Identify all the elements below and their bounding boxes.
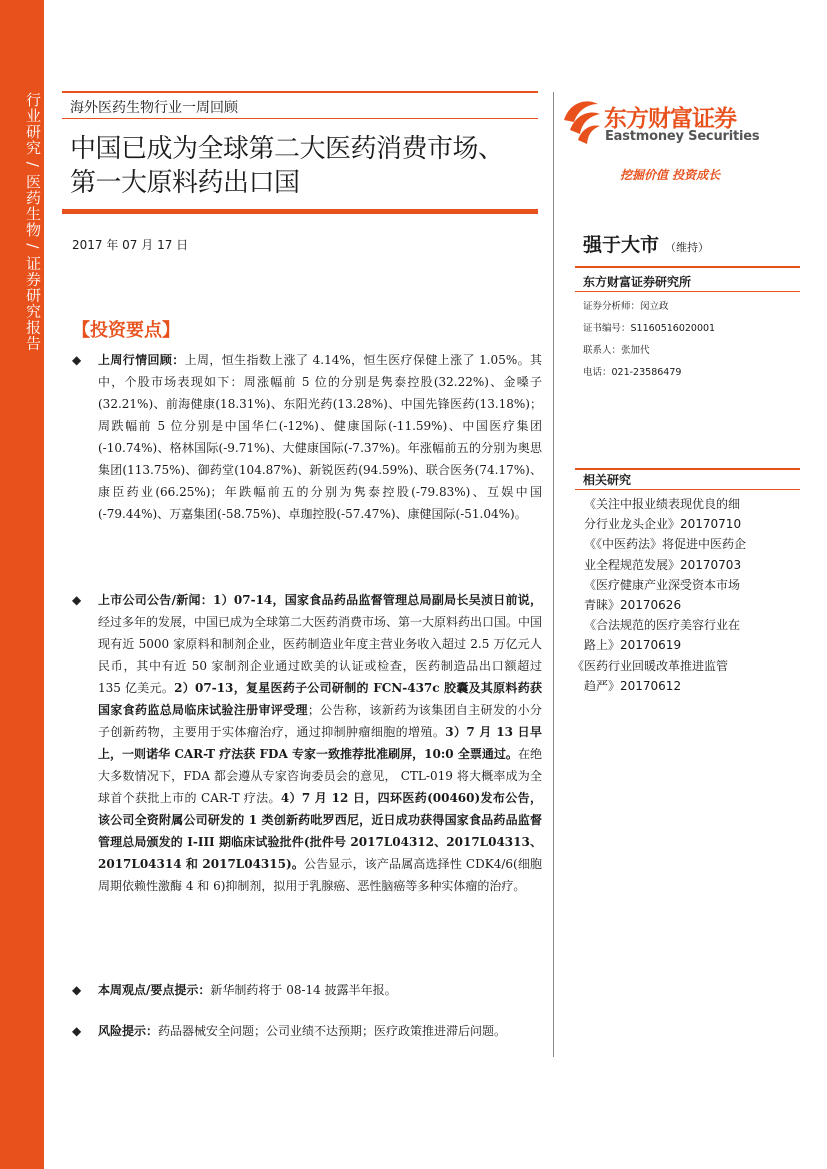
related-item[interactable]: 《关注中报业绩表现优良的细: [584, 497, 741, 511]
news-1-headline: 1）07-14，国家食品药品监督管理总局副局长吴浈日前说，: [213, 593, 542, 607]
news-4-text: 公告显示，该产品属高选择性 CDK4/6(细胞周期依赖性激酶 4 和 6)抑制剂，拟用于乳腺癌、恶性脑癌等多种实体瘤的治疗。: [98, 857, 542, 893]
bullet-icon: ◆: [72, 1024, 82, 1038]
related-item[interactable]: 趋严》20170612: [584, 678, 682, 693]
title-line-1: 中国已成为全球第二大医药消费市场、: [70, 134, 504, 164]
contact-person: 联系人：张加代: [583, 345, 650, 356]
bullet-company-news: [72, 589, 542, 897]
brand-name-en: Eastmoney Securities: [605, 129, 760, 144]
sidebar-category: 行业研究 / 医药生物 / 证券研究报告: [24, 92, 42, 352]
bullet-label: 上周行情回顾：: [98, 353, 185, 367]
related-item[interactable]: 《合法规范的医疗美容行业在: [584, 618, 741, 633]
rating: [583, 230, 709, 257]
bullet-label: 本周观点/要点提示：: [98, 983, 211, 997]
rating-rule: [575, 266, 800, 268]
page-title: [70, 132, 540, 200]
header-rule-top: [62, 91, 538, 93]
bullet-text: 上周，恒生指数上涨了 4.14%，恒生医疗保健上涨了 1.05%。其中，个股市场表现如下：周涨幅前 5 位的分别是隽泰控股(32.22%)、金嗓子(32.21%)、前海健康(18.31%)、东阳光药(13.28%)、中国先锋医药(13.18%)；周跌幅前 5 位分别是中国华仁(-12%)、健康国际(-11.59%)、中国医疗集团(-10.74%)、格林国际(-9.71%)、大健康国际(-7.37%)。年涨幅前五的分别为奥思集团(113.75%)、御药堂(104.87%)、新锐医药(94.59%)、联合医务(74.17%)、康臣药业(66.25%)；年跌幅前五的分别为隽泰控股(-79.83%)、互娱中国(-79.44%)、万嘉集团(-58.75%)、卓珈控股(-57.47%)、康健国际(-51.04%)。: [98, 353, 542, 521]
institute-rule: [575, 291, 800, 292]
news-1-text: 经过多年的发展，中国已成为全球第二大医药消费市场、第一大原料药出口国。中国现有近 5000 家原料和制剂企业，医药制造业年度主营业务收入超过 2.5 万亿元人民币，其中有近 50 家制剂企业通过欧美的认证或检查，医药制造品出口额超过 135 亿美元。: [98, 615, 543, 695]
news-3-headline: 3）7 月 13 日早上，一则诺华 CAR-T 疗法获 FDA 专家一致推荐批准刷屏，10:0 全票通过。: [98, 725, 542, 761]
header-rule-mid: [62, 118, 538, 119]
bullet-text: 药品器械安全问题；公司业绩不达预期；医疗政策推进滞后问题。: [158, 1024, 507, 1038]
report-series: 海外医药生物行业一周回顾: [70, 100, 238, 116]
related-list: [572, 494, 784, 696]
bullet-risk: [72, 1020, 542, 1042]
cert-number: 证书编号：S1160516020001: [583, 323, 716, 334]
report-date: 2017 年 07 月 17 日: [72, 238, 189, 252]
title-line-2: 第一大原料药出口国: [70, 168, 300, 198]
news-2-headline: 2）07-13，复星医药子公司研制的 FCN-437c 胶囊及其原料药获国家食药监总局临床试验注册审评受理: [98, 681, 542, 717]
related-item[interactable]: 《《中医药法》将促进中医药企: [584, 537, 747, 552]
sidebar-band: [0, 0, 44, 1169]
related-rule-top: [575, 468, 800, 470]
brand-slogan: 挖掘价值 投资成长: [620, 168, 721, 182]
bullet-market-review: [72, 349, 542, 525]
title-rule: [62, 209, 538, 214]
column-divider: [553, 92, 554, 1057]
bullet-text: 新华制药将于 08-14 披露半年报。: [210, 983, 397, 997]
bullet-label: 风险提示：: [98, 1024, 159, 1038]
phone: 电话：021-23586479: [583, 367, 682, 378]
bullet-label: 上市公司公告/新闻：: [98, 593, 213, 607]
related-item[interactable]: 《医药行业回暖改革推进监管: [572, 658, 729, 673]
related-item[interactable]: 《医疗健康产业深受资本市场: [584, 577, 741, 592]
related-item[interactable]: 业全程规范发展》20170703: [584, 557, 742, 572]
institute-name: 东方财富证券研究所: [583, 275, 692, 289]
rating-note: （维持）: [665, 241, 710, 254]
related-item[interactable]: 路上》20170619: [584, 638, 682, 653]
related-rule: [575, 489, 800, 490]
news-2-text: ；公告称，该新药为该集团自主研发的小分子创新药物，主要用于实体瘤治疗，通过抑制肿瘤细胞的增殖。: [98, 703, 542, 739]
news-3-text: 在绝大多数情况下，FDA 都会遵从专家咨询委员会的意见， CTL-019 将大概率成为全球首个获批上市的 CAR-T 疗法。: [98, 747, 542, 805]
analyst: 证券分析师：闵立政: [583, 301, 669, 312]
related-item[interactable]: 青睐》20170626: [584, 598, 682, 613]
related-item[interactable]: 分行业龙头企业》20170710: [584, 517, 742, 532]
news-4-headline: 4）7 月 12 日，四环医药(00460)发布公告，该公司全资附属公司研发的 1 类创新药吡罗西尼，近日成功获得国家食品药品监督管理总局颁发的 I-III 期临床试验批件(批件号 2017L04312、2017L04313、2017L04314 和 2017L04315)。: [98, 791, 542, 871]
bullet-weekly-view: [72, 979, 542, 1001]
bullet-icon: ◆: [72, 983, 82, 997]
rating-label: 强于大市: [583, 234, 660, 256]
related-title: 相关研究: [583, 473, 632, 487]
bullet-icon: ◆: [72, 593, 82, 607]
brand-name-cn: 东方财富证券: [604, 106, 736, 132]
section-title: 【投资要点】: [72, 320, 180, 341]
bullet-icon: ◆: [72, 353, 82, 367]
